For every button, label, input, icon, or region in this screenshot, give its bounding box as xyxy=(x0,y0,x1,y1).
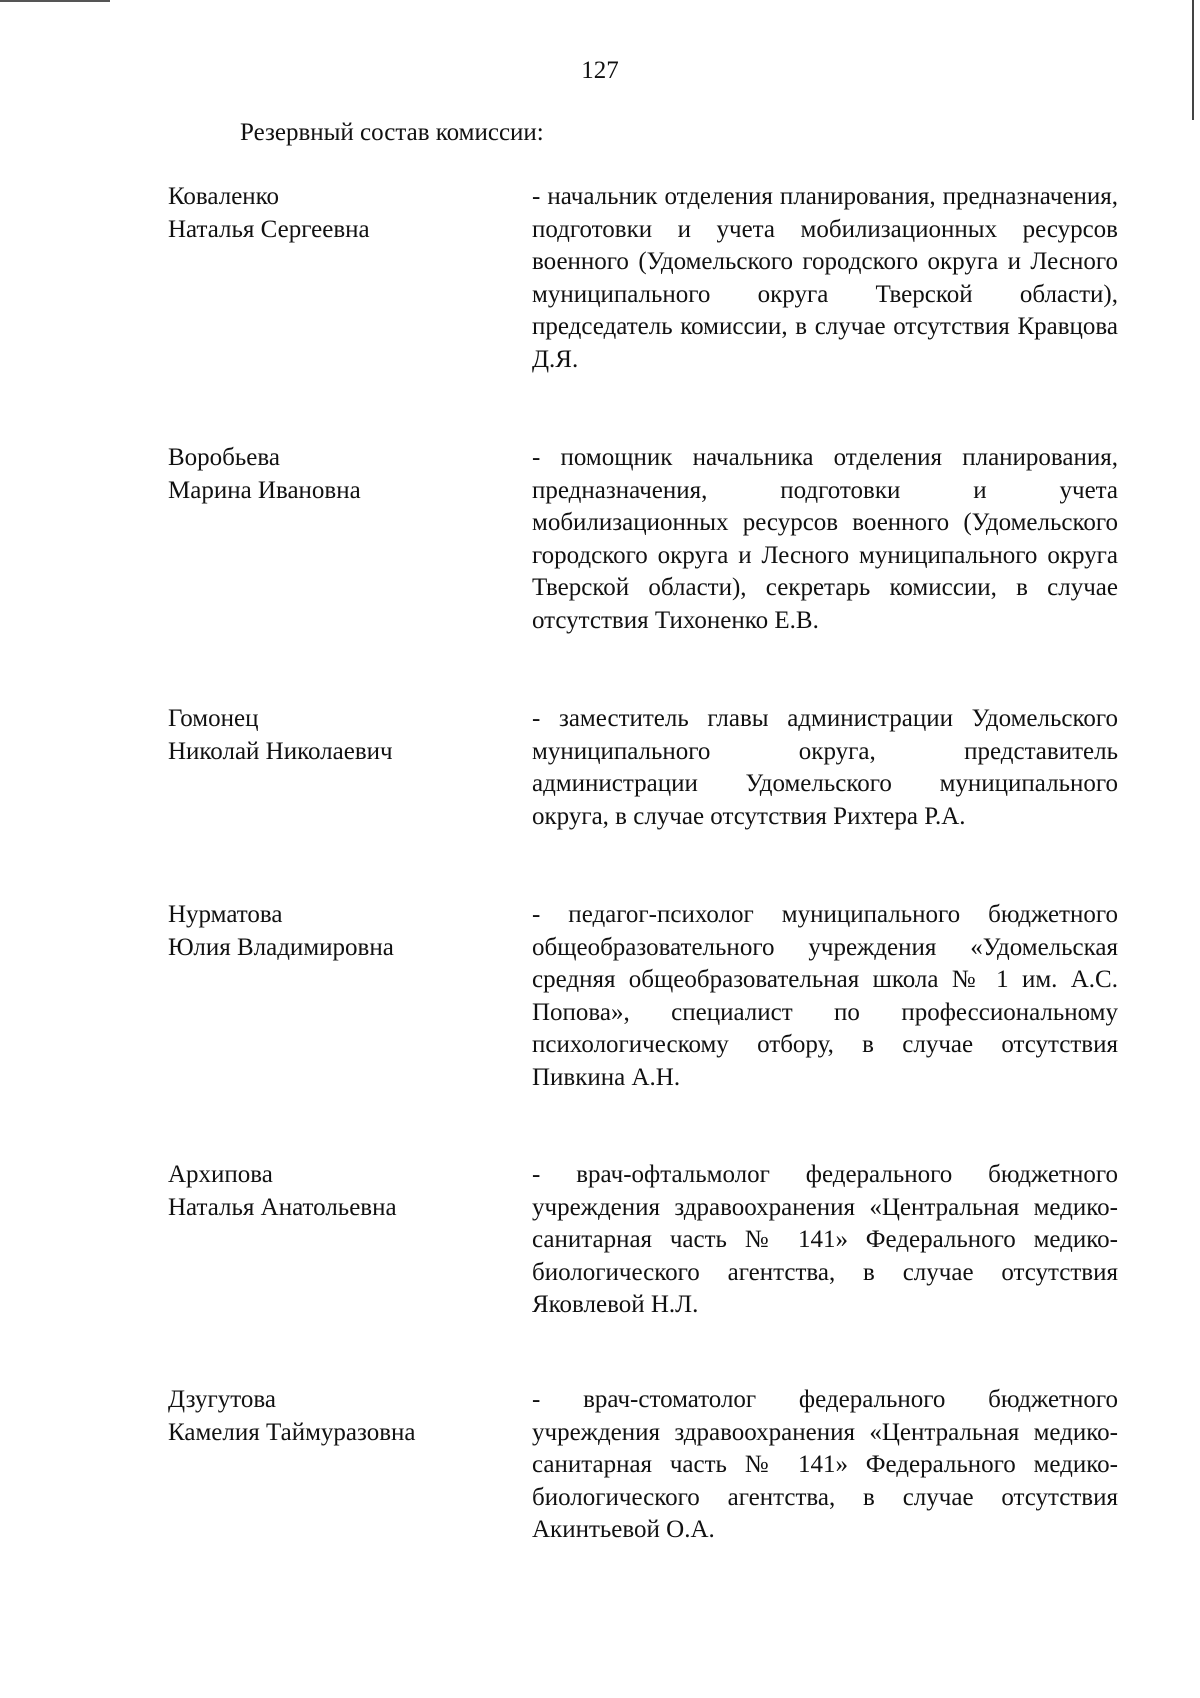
member-given-names: Марина Ивановна xyxy=(168,476,361,504)
member-given-names: Наталья Анатольевна xyxy=(168,1193,397,1221)
member-given-names: Николай Николаевич xyxy=(168,737,393,765)
member-position: - педагог-психолог муниципального бюджетного общеобразовательного учреждения «Удомельская средняя общеобразовательная школа № 1 им. А.С. Попова», специалист по профессиональному психологическому отбору, в случае отсутствия Пивкина А.Н. xyxy=(532,901,1118,1091)
member-name xyxy=(168,181,532,246)
member-surname: Воробьева xyxy=(168,444,280,471)
member-name xyxy=(168,703,532,768)
member-entry xyxy=(168,1159,1118,1322)
member-entry xyxy=(168,442,1118,638)
member-position: - начальник отделения планирования, предназначения, подготовки и учета мобилизационных ресурсов военного (Удомельского городского округа и Лесного муниципального округа Тверской области), председатель комиссии, в случае отсутствия Кравцова Д.Я. xyxy=(532,183,1118,373)
member-position: - врач-офтальмолог федерального бюджетного учреждения здравоохранения «Центральная медико-санитарная часть № 141» Федерального медико-биологического агентства, в случае отсутствия Яковлевой Н.Л. xyxy=(532,1161,1118,1319)
member-name xyxy=(168,1159,532,1224)
member-surname: Гомонец xyxy=(168,705,259,732)
member-name xyxy=(168,1384,532,1449)
member-position: - помощник начальника отделения планирования, предназначения, подготовки и учета мобилизационных ресурсов военного (Удомельского городского округа и Лесного муниципального округа Тверской области), секретарь комиссии, в случае отсутствия Тихоненко Е.В. xyxy=(532,444,1118,634)
member-surname: Нурматова xyxy=(168,901,283,928)
member-given-names: Наталья Сергеевна xyxy=(168,215,370,243)
page-number: 127 xyxy=(581,57,619,84)
section-heading: Резервный состав комиссии: xyxy=(240,119,544,146)
member-entry xyxy=(168,181,1118,377)
member-name xyxy=(168,899,532,964)
member-surname: Коваленко xyxy=(168,183,280,210)
member-entry xyxy=(168,703,1118,833)
member-given-names: Юлия Владимировна xyxy=(168,933,394,961)
member-position: - заместитель главы администрации Удомельского муниципального округа, представитель администрации Удомельского муниципального округа, в случае отсутствия Рихтера Р.А. xyxy=(532,705,1118,830)
member-surname: Дзугутова xyxy=(168,1386,276,1413)
member-name xyxy=(168,442,532,507)
member-entry xyxy=(168,1384,1118,1547)
scan-edge-top xyxy=(0,0,110,2)
member-entry xyxy=(168,899,1118,1095)
member-position: - врач-стоматолог федерального бюджетного учреждения здравоохранения «Центральная медико-санитарная часть № 141» Федерального медико-биологического агентства, в случае отсутствия Акинтьевой О.А. xyxy=(532,1386,1118,1544)
member-given-names: Камелия Таймуразовна xyxy=(168,1418,416,1446)
member-surname: Архипова xyxy=(168,1161,273,1188)
